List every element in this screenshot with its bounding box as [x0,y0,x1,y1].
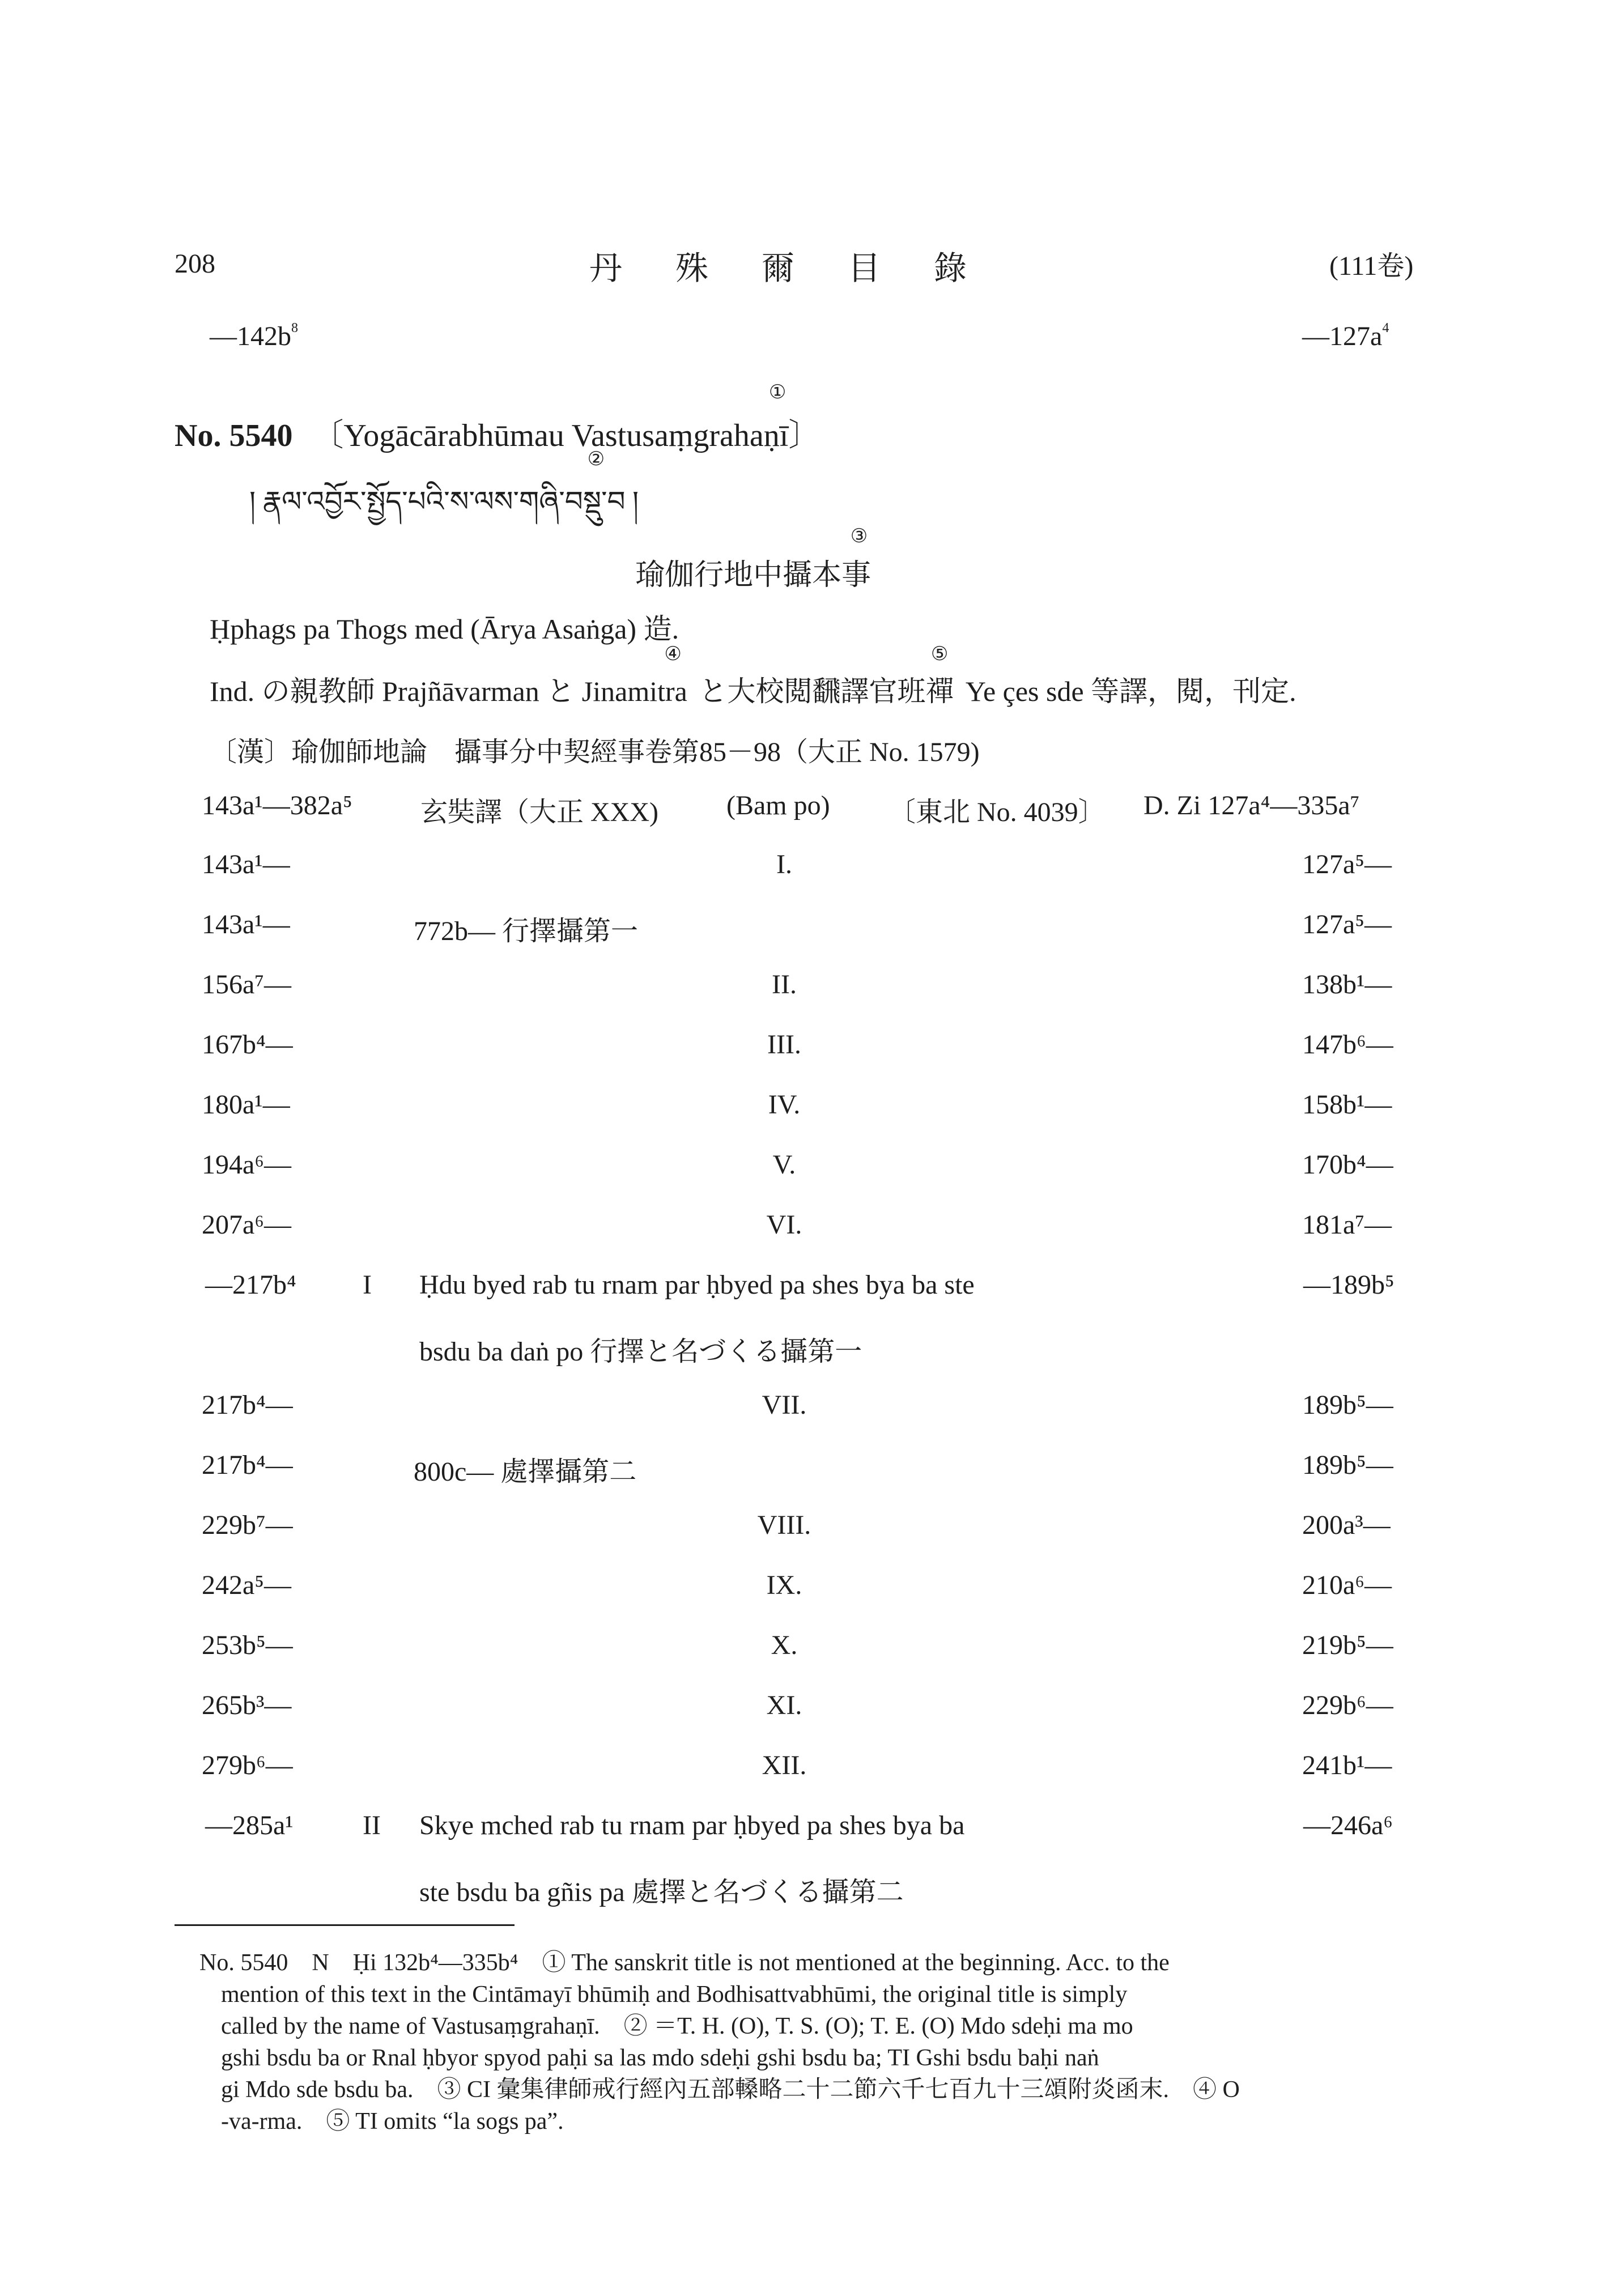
row-bampo: IV. [768,1090,801,1120]
note-3-mark: ③ [850,526,868,547]
row-bampo: II. [772,970,797,1000]
note-1-mark: ① [768,382,787,403]
row-right-ref: 147b⁶— [1302,1030,1393,1060]
row-right-ref: —189b⁵ [1303,1270,1395,1300]
row-right-ref: 181a⁷— [1302,1210,1392,1240]
row-bampo: VI. [766,1210,802,1240]
row-bampo: III. [767,1030,801,1060]
chinese-title: 瑜伽行地中攝本事 ③ [635,526,871,592]
translator-line: Ind. の親教師 Prajñāvarman と Jinamitra ④ と大校閲飜譯官班禪 ⑤ Ye çes sde 等譯，閱，刊定. [210,644,1296,707]
footnote-line: No. 5540 N Ḥi 132b⁴—335b⁴ ① The sanskrit title is not mentioned at the beginning. Acc. to the [199,1950,1170,1976]
author-line: Ḥphags pa Thogs med (Ārya Asaṅga) 造. [210,613,679,645]
row-right-ref: 127a⁵— [1302,909,1392,939]
row-left-ref: —217b⁴ [205,1270,296,1300]
footnote-line: mention of this text in the Cintāmayī bhūmiḥ and Bodhisattvabhūmi, the original title is simply [221,1982,1128,2008]
row-left-ref: 194a⁶— [202,1150,292,1180]
row-right-ref: 138b¹— [1302,970,1392,1000]
row-right-ref: 189b⁵— [1302,1390,1393,1420]
row-left-ref: 217b⁴— [202,1390,293,1420]
row-bampo: X. [771,1630,798,1660]
row-left-ref: 167b⁴— [202,1030,293,1060]
row-left-ref: 217b⁴— [202,1450,293,1480]
row-bampo: V. [772,1150,796,1180]
row-left-ref: 242a⁵— [202,1570,292,1600]
row-bampo: IX. [766,1570,802,1600]
footnote-line: gi Mdo sde bsdu ba. ③ CI 彙集律師戒行經內五部䡦略二十二節六千七百九十三頌附炎函末. ④ O [221,2077,1240,2103]
row-right-ref: 189b⁵— [1302,1450,1393,1480]
note-2-mark: ② [587,449,605,470]
row-bampo: VII. [762,1390,807,1420]
row-right-ref: —246a⁶ [1303,1810,1393,1840]
row-right-ref: 229b⁶— [1302,1690,1393,1720]
row-left-ref: 156a⁷— [202,970,292,1000]
row-title: 800c— 處擇攝第二 [414,1457,637,1487]
note-4-mark: ④ [664,644,682,665]
row-bampo: XI. [766,1690,802,1720]
row-left-ref: 279b⁶— [202,1750,293,1780]
chinese-reference: 〔漢〕瑜伽師地論 攝事分中契經事卷第85－98（大正 No. 1579) [210,737,980,767]
row-bampo: XII. [762,1750,807,1780]
page-title: 丹 殊 爾 目 錄 [589,250,977,287]
range-translator: 玄奘譯（大正 XXX) [420,797,658,827]
sanskrit-title: 〔Yogācārabhūmau Vastusaṃgrahaṇī〕 ① [312,382,820,453]
row-left-ref: —285a¹ [205,1810,294,1840]
row-title: 772b— 行擇攝第一 [414,916,639,946]
row-title-cont: ste bsdu ba gñis pa 處擇と名づくる攝第二 [419,1877,904,1907]
footnotes [199,1947,1240,2137]
footnote-line: gshi bsdu ba or Rnal ḥbyor spyod paḥi sa las mdo sdeḥi gshi bsdu ba; TI Gshi bsdu baḥi naṅ [221,2045,1099,2071]
row-title: Ḥdu byed rab tu rnam par ḥbyed pa shes bya ba ste [419,1270,975,1300]
range-bampo: (Bam po) [726,790,830,820]
continuation-right: $—127a^4$ [1302,321,1389,351]
range-tohoku: 〔東北 No. 4039〕 [888,797,1106,827]
row-bampo: VIII. [757,1510,811,1540]
row-title-cont: bsdu ba daṅ po 行擇と名づくる攝第一 [419,1337,862,1367]
row-right-ref: 158b¹— [1302,1090,1392,1120]
row-left-ref: 265b³— [202,1690,292,1720]
page-number: 208 [175,249,215,279]
footnote-line: -va-rma. ⑤ TI omits “la sogs pa”. [221,2108,564,2135]
entry-heading [175,382,820,456]
range-derge: D. Zi 127a⁴—335a⁷ [1143,790,1360,820]
tibetan-title: ། རྣལ་འབྱོར་སྤྱོད་པའི་ས་ལས་གཞི་བསྡུ་བ ། ② [249,449,639,517]
volume-label: (111卷) [1329,251,1414,281]
row-right-ref: 200a³— [1302,1510,1391,1540]
continuation-left: $—142b^8$ [210,321,298,351]
row-left-ref: 143a¹— [202,849,290,879]
row-right-ref: 219b⁵— [1302,1630,1393,1660]
row-left-ref: 207a⁶— [202,1210,292,1240]
footnote-rule [175,1924,515,1926]
note-5-mark: ⑤ [930,644,949,665]
footnote-line: called by the name of Vastusaṃgrahaṇī. ② ＝T. H. (O), T. S. (O); T. E. (O) Mdo sdeḥi ma mo [221,2013,1133,2039]
row-left-ref: 143a¹— [202,909,290,939]
row-bampo: I. [776,849,792,879]
row-title: Skye mched rab tu rnam par ḥbyed pa shes bya ba [419,1810,965,1840]
row-left-ref: 229b⁷— [202,1510,293,1540]
row-right-ref: 241b¹— [1302,1750,1392,1780]
row-right-ref: 210a⁶— [1302,1570,1392,1600]
row-section-number: I [363,1270,372,1300]
row-right-ref: 127a⁵— [1302,849,1392,879]
row-left-ref: 180a¹— [202,1090,290,1120]
row-left-ref: 253b⁵— [202,1630,293,1660]
row-section-number: II [363,1810,381,1840]
range-left: 143a¹—382a⁵ [202,790,352,820]
entry-number: No. 5540 [175,418,293,453]
row-right-ref: 170b⁴— [1302,1150,1393,1180]
